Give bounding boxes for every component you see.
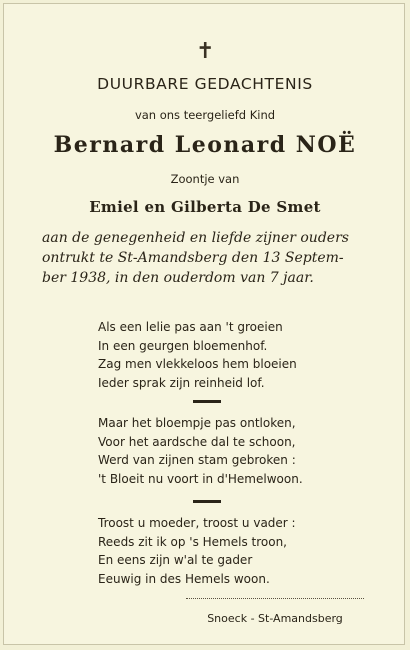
divider: [193, 500, 221, 503]
dedication-text: [42, 228, 372, 288]
verse-line: Maar het bloempje pas ontloken,: [98, 416, 296, 430]
dedication-line: ontrukt te St-Amandsberg den 13 Septem-: [42, 250, 344, 266]
deceased-name: Bernard Leonard NOË: [53, 132, 357, 158]
verse-line: Als een lelie pas aan 't groeien: [98, 320, 283, 334]
verse-line: Reeds zit ik op 's Hemels troon,: [98, 534, 287, 549]
verse-line: Troost u moeder, troost u vader :: [98, 516, 296, 530]
verse-line: En eens zijn w'al te gader: [98, 553, 253, 567]
verse-line: In een geurgen bloemenhof.: [98, 338, 268, 353]
verse-1: [98, 318, 358, 392]
verse-line: Zag men vlekkeloos hem bloeien: [98, 357, 297, 371]
dedication-line: ber 1938, in den ouderdom van 7 jaar.: [42, 270, 314, 286]
verse-line: Werd van zijnen stam gebroken :: [98, 453, 296, 467]
verse-3: [98, 514, 358, 588]
dedication-line: aan de genegenheid en liefde zijner ouders: [42, 230, 349, 246]
parents-names: Emiel en Gilberta De Smet: [89, 198, 321, 216]
relation-text: Zoontje van: [170, 172, 240, 186]
verse-line: Eeuwig in des Hemels woon.: [98, 571, 270, 586]
verse-line: Ieder sprak zijn reinheid lof.: [98, 375, 265, 390]
card-subtitle: van ons teergeliefd Kind: [134, 108, 276, 122]
card-heading: DUURBARE GEDACHTENIS: [97, 75, 313, 93]
verse-line: 't Bloeit nu voort in d'Hemelwoon.: [98, 471, 303, 486]
verse-line: Voor het aardsche dal te schoon,: [98, 434, 296, 449]
cross-icon: ✝: [196, 39, 215, 64]
dotted-separator: [186, 598, 364, 599]
verse-2: [98, 414, 358, 488]
divider: [193, 400, 221, 403]
printer-credit: Snoeck - St-Amandsberg: [207, 612, 343, 625]
